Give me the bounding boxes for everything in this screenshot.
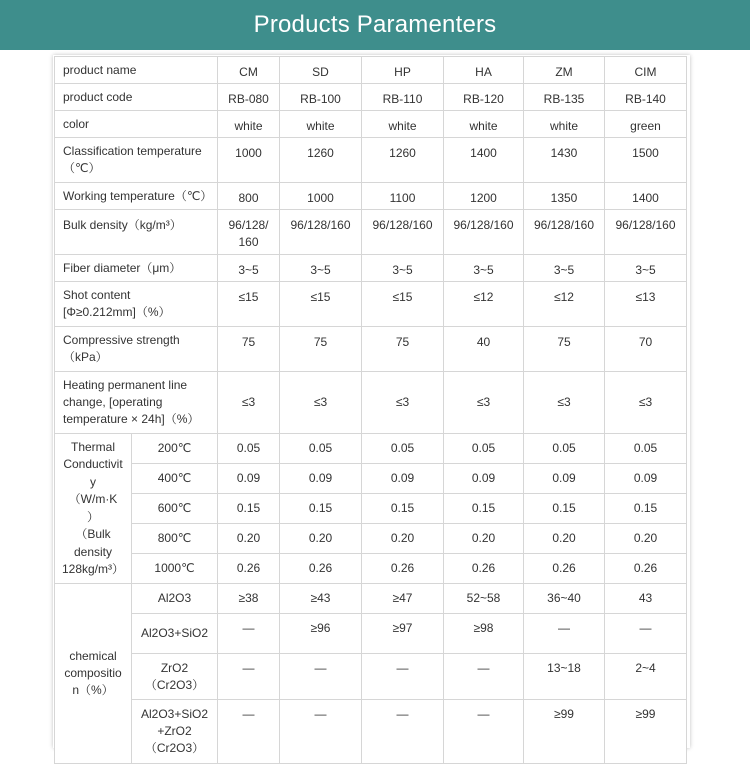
temperature-cell: 600℃ [132,494,218,524]
table-row [55,614,687,654]
value-cell: — [218,700,280,764]
table-row [55,57,687,84]
value-cell: 96/128/ 160 [218,210,280,255]
table-row [55,700,687,764]
value-cell: green [605,111,687,138]
value-cell: 1260 [280,138,362,183]
table-row [55,554,687,584]
temperature-cell: 400℃ [132,464,218,494]
row-label: Working temperature（℃） [55,183,218,210]
value-cell: — [362,654,444,700]
value-cell: 0.09 [362,464,444,494]
temperature-cell: 800℃ [132,524,218,554]
value-cell: white [362,111,444,138]
value-cell: 75 [218,327,280,372]
value-cell: ≤12 [444,282,524,327]
value-cell: — [444,700,524,764]
value-cell: white [524,111,605,138]
value-cell: 0.09 [524,464,605,494]
table-row [55,255,687,282]
value-cell: — [362,700,444,764]
value-cell: 0.15 [444,494,524,524]
value-cell: 75 [280,327,362,372]
value-cell: 0.20 [362,524,444,554]
value-cell: 0.15 [605,494,687,524]
value-cell: 0.05 [605,434,687,464]
value-cell: 1100 [362,183,444,210]
value-cell: 96/128/160 [524,210,605,255]
value-cell: ZM [524,57,605,84]
value-cell: 40 [444,327,524,372]
value-cell: — [524,614,605,654]
value-cell: 800 [218,183,280,210]
table-row [55,524,687,554]
value-cell: 1200 [444,183,524,210]
value-cell: HP [362,57,444,84]
component-cell: Al2O3+SiO2 +ZrO2 （Cr2O3） [132,700,218,764]
value-cell: ≥97 [362,614,444,654]
value-cell: 52~58 [444,584,524,614]
value-cell: 1500 [605,138,687,183]
value-cell: 3~5 [524,255,605,282]
value-cell: 2~4 [605,654,687,700]
component-cell: ZrO2 （Cr2O3） [132,654,218,700]
value-cell: 3~5 [444,255,524,282]
value-cell: CIM [605,57,687,84]
value-cell: 0.09 [280,464,362,494]
table-row [55,210,687,255]
value-cell: — [280,700,362,764]
value-cell: 43 [605,584,687,614]
value-cell: ≥99 [605,700,687,764]
table-row [55,654,687,700]
value-cell: 1000 [218,138,280,183]
value-cell: 0.26 [218,554,280,584]
value-cell: white [444,111,524,138]
value-cell: 0.20 [280,524,362,554]
value-cell: 1000 [280,183,362,210]
thermal-conductivity-label: Thermal Conductivit y （W/m·K ） （Bulk density 128kg/m³） [55,434,132,584]
row-label: Bulk density（kg/m³） [55,210,218,255]
value-cell: RB-120 [444,84,524,111]
value-cell: 13~18 [524,654,605,700]
table-row [55,84,687,111]
value-cell: ≤15 [218,282,280,327]
value-cell: 36~40 [524,584,605,614]
value-cell: — [218,614,280,654]
value-cell: 0.15 [218,494,280,524]
component-cell: Al2O3 [132,584,218,614]
page-title: Products Paramenters [253,11,497,38]
table-row [55,111,687,138]
value-cell: 1400 [444,138,524,183]
value-cell: 0.15 [524,494,605,524]
products-parameters-table [54,56,687,764]
table-row [55,138,687,183]
value-cell: ≥38 [218,584,280,614]
temperature-cell: 1000℃ [132,554,218,584]
value-cell: 1260 [362,138,444,183]
value-cell: — [444,654,524,700]
value-cell: ≤3 [362,372,444,434]
value-cell: 0.26 [280,554,362,584]
value-cell: CM [218,57,280,84]
value-cell: 75 [524,327,605,372]
value-cell: 3~5 [605,255,687,282]
value-cell: ≥98 [444,614,524,654]
value-cell: ≥47 [362,584,444,614]
value-cell: SD [280,57,362,84]
value-cell: RB-100 [280,84,362,111]
page-title-banner [0,0,750,50]
table-row [55,494,687,524]
value-cell: white [218,111,280,138]
temperature-cell: 200℃ [132,434,218,464]
value-cell: 1430 [524,138,605,183]
value-cell: 0.26 [444,554,524,584]
value-cell: 96/128/160 [605,210,687,255]
value-cell: RB-080 [218,84,280,111]
value-cell: 3~5 [218,255,280,282]
value-cell: 96/128/160 [444,210,524,255]
row-label: product code [55,84,218,111]
value-cell: HA [444,57,524,84]
value-cell: 0.05 [362,434,444,464]
chemical-composition-label: chemical compositio n（%） [55,584,132,764]
value-cell: — [218,654,280,700]
row-label: Heating permanent line change, [operating temperature × 24h]（%） [55,372,218,434]
value-cell: 0.20 [605,524,687,554]
value-cell: ≤3 [218,372,280,434]
value-cell: RB-135 [524,84,605,111]
value-cell: 0.09 [605,464,687,494]
value-cell: ≥96 [280,614,362,654]
value-cell: 0.15 [362,494,444,524]
row-label: Classification temperature （℃） [55,138,218,183]
value-cell: 1350 [524,183,605,210]
value-cell: 0.09 [218,464,280,494]
value-cell: 3~5 [362,255,444,282]
value-cell: RB-140 [605,84,687,111]
row-label: color [55,111,218,138]
value-cell: white [280,111,362,138]
value-cell: 0.05 [444,434,524,464]
value-cell: 1400 [605,183,687,210]
table-row [55,183,687,210]
value-cell: 0.20 [218,524,280,554]
row-label: product name [55,57,218,84]
value-cell: 0.20 [524,524,605,554]
value-cell: 0.26 [605,554,687,584]
value-cell: ≤3 [524,372,605,434]
value-cell: 0.26 [524,554,605,584]
value-cell: — [605,614,687,654]
value-cell: 0.09 [444,464,524,494]
row-label: Shot content [Φ≥0.212mm]（%） [55,282,218,327]
table-row [55,282,687,327]
value-cell: 0.05 [218,434,280,464]
value-cell: 0.15 [280,494,362,524]
value-cell: RB-110 [362,84,444,111]
value-cell: ≥99 [524,700,605,764]
table-row [55,327,687,372]
value-cell: ≤15 [280,282,362,327]
value-cell: 0.26 [362,554,444,584]
row-label: Fiber diameter（μm） [55,255,218,282]
value-cell: ≤13 [605,282,687,327]
value-cell: 96/128/160 [280,210,362,255]
value-cell: ≤12 [524,282,605,327]
value-cell: ≤3 [444,372,524,434]
value-cell: 70 [605,327,687,372]
value-cell: ≤15 [362,282,444,327]
value-cell: 75 [362,327,444,372]
value-cell: ≤3 [280,372,362,434]
table-row [55,434,687,464]
value-cell: 3~5 [280,255,362,282]
value-cell: 0.05 [524,434,605,464]
row-label: Compressive strength （kPa） [55,327,218,372]
table-row [55,464,687,494]
component-cell: Al2O3+SiO2 [132,614,218,654]
table-row [55,372,687,434]
value-cell: ≤3 [605,372,687,434]
value-cell: — [280,654,362,700]
value-cell: 96/128/160 [362,210,444,255]
value-cell: 0.20 [444,524,524,554]
value-cell: ≥43 [280,584,362,614]
table-row [55,584,687,614]
value-cell: 0.05 [280,434,362,464]
